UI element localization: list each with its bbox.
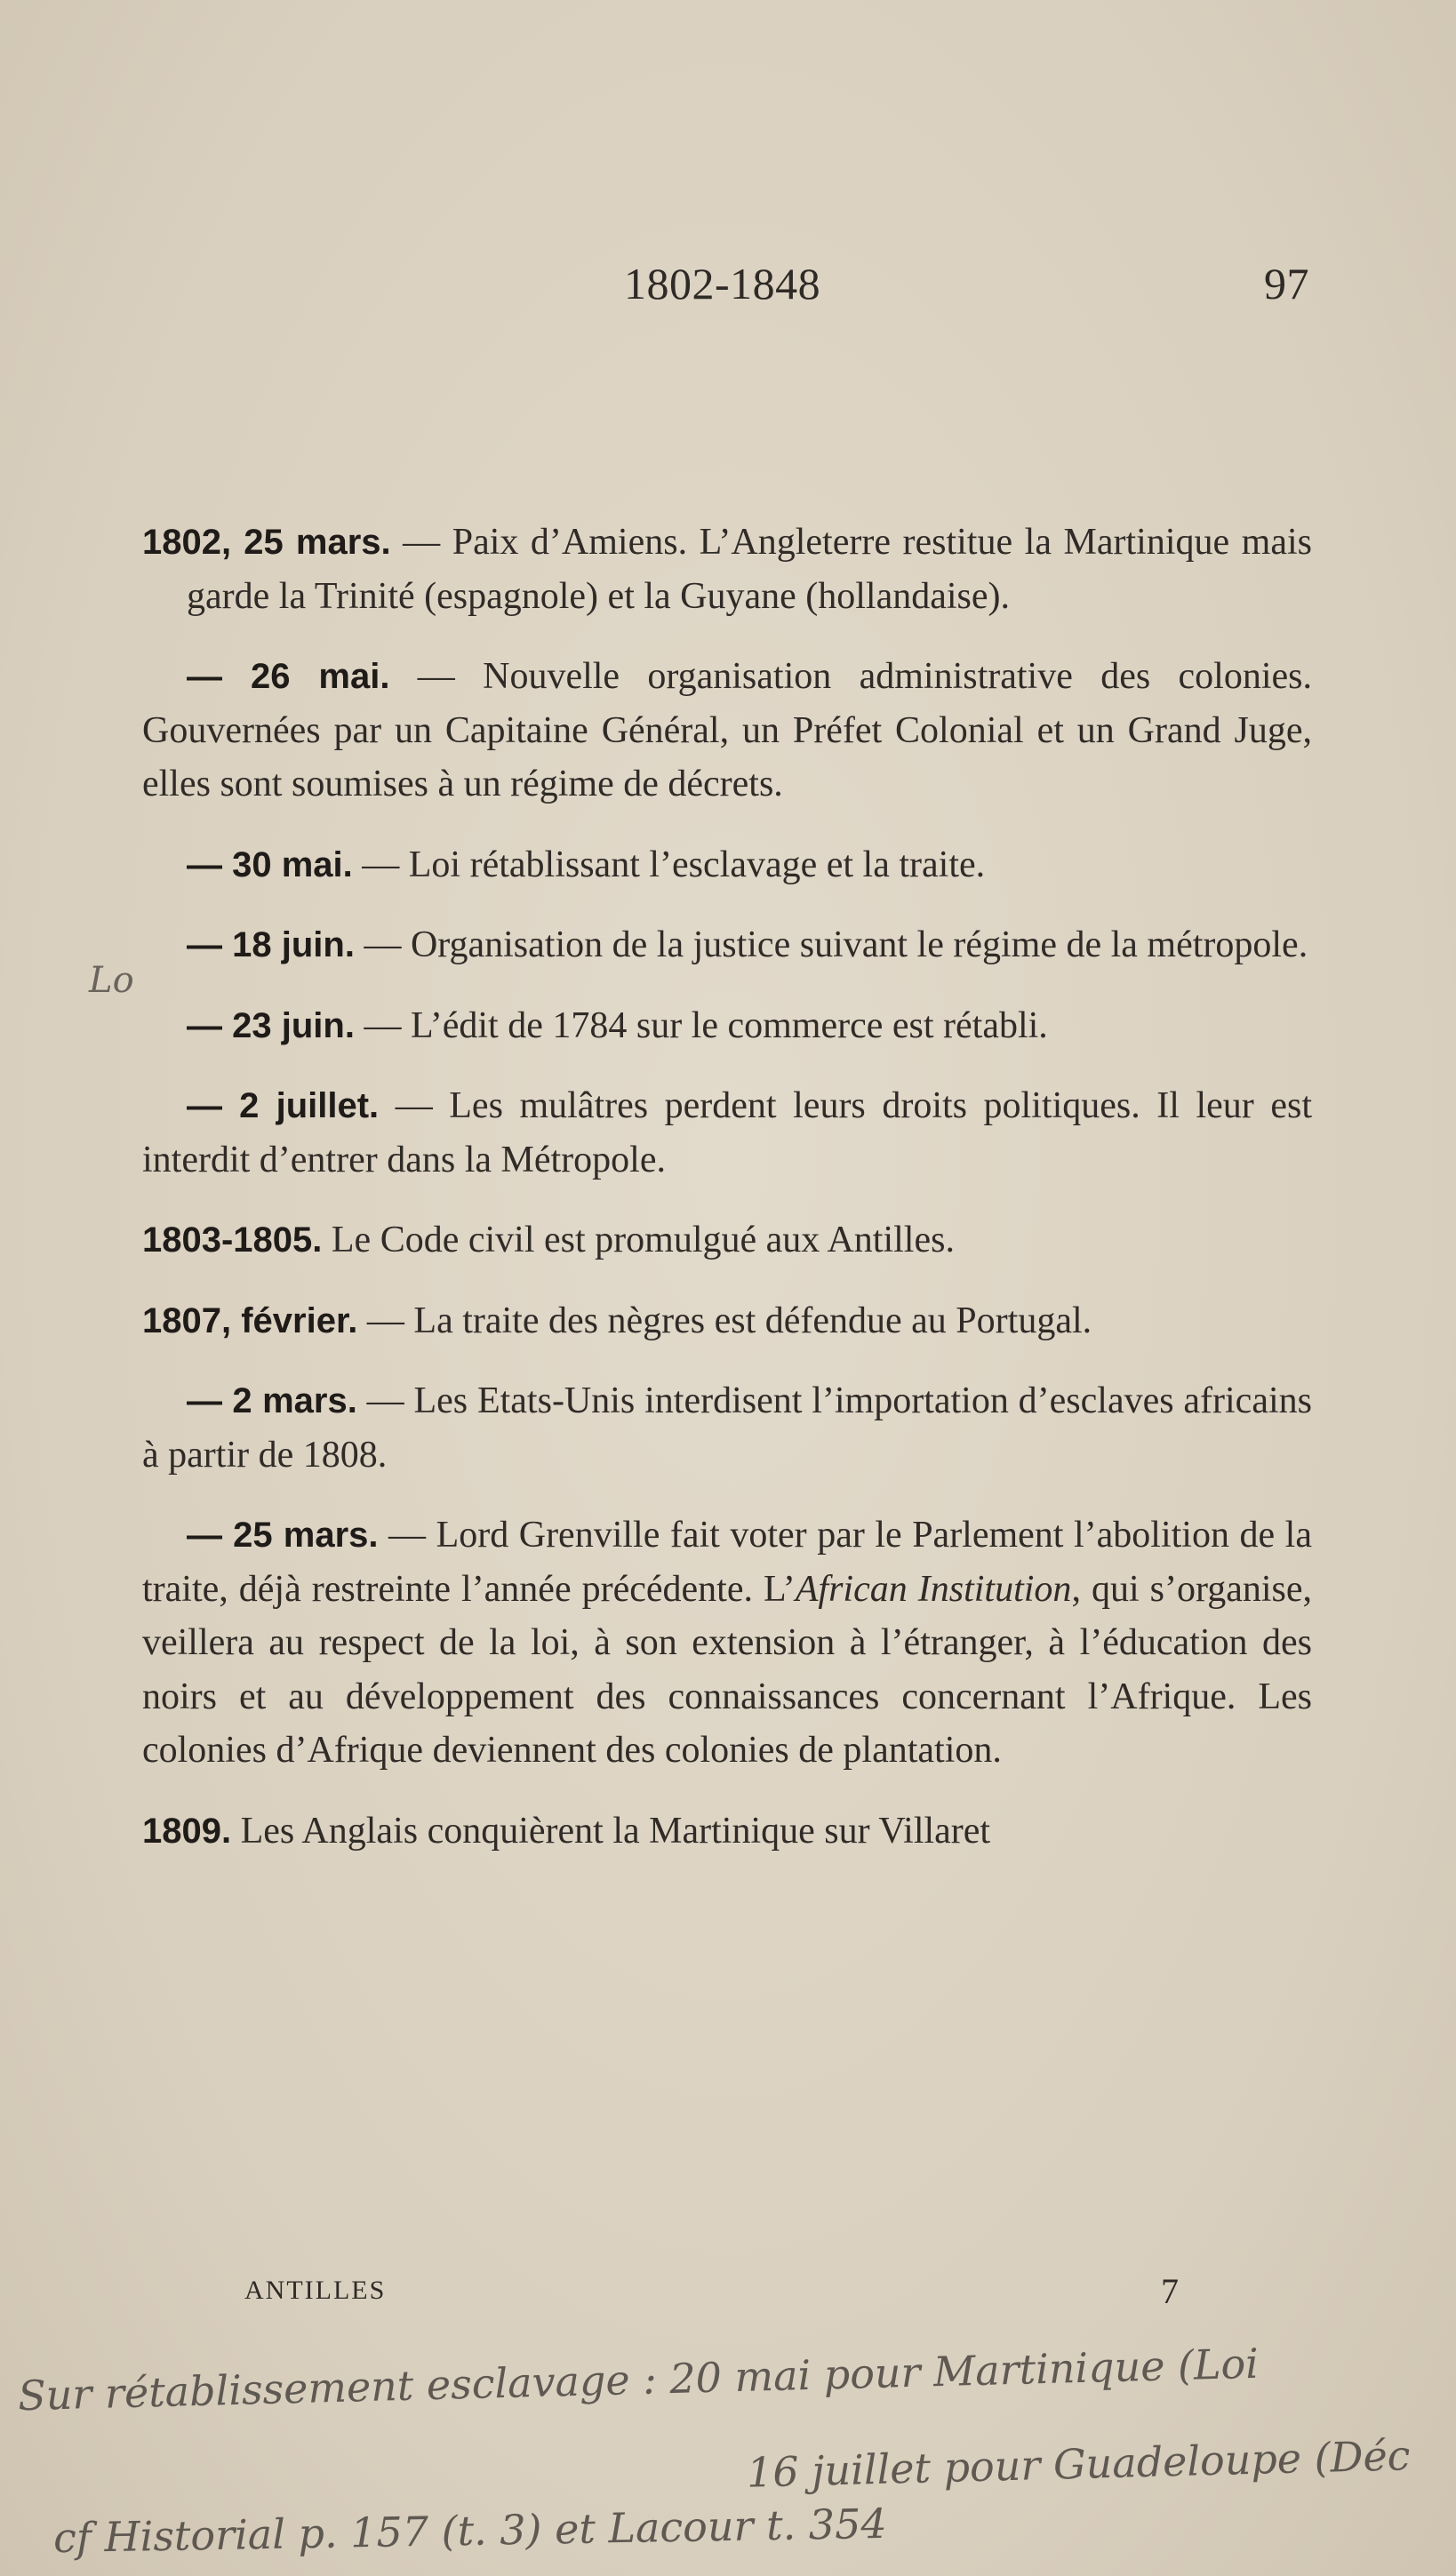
entry-italic-title: African Institution: [795, 1568, 1072, 1610]
entry-18-juin: [142, 918, 1312, 972]
entry-date: — 30 mai.: [187, 844, 353, 884]
entry-2-mars: [142, 1374, 1312, 1482]
handwritten-note-line-1: Sur rétablissement esclavage : 20 mai pour Martinique (Loi: [17, 2339, 1260, 2420]
entry-text: — Paix d’Amiens. L’Angleterre restitue la Martinique mais garde la Trinité (espagnole) et la Guyane (hollandaise).: [187, 522, 1312, 617]
entry-date: — 2 mars.: [187, 1381, 357, 1420]
entry-date: — 25 mars.: [187, 1516, 379, 1555]
entry-25-mars: [142, 1508, 1312, 1778]
entry-1807-fevrier: [142, 1294, 1312, 1348]
entry-2-juillet: [142, 1079, 1312, 1187]
signature-mark: ANTILLES: [244, 2276, 387, 2305]
entry-1809: [142, 1804, 1312, 1859]
entry-date: — 26 mai.: [187, 657, 390, 696]
page-number: 97: [1264, 259, 1309, 308]
entry-date: 1802, 25 mars.: [142, 523, 391, 562]
entry-23-juin: [142, 999, 1312, 1053]
entry-text: — Organisation de la justice suivant le régime de la métropole.: [354, 924, 1308, 965]
entry-date: — 2 juillet.: [187, 1086, 380, 1125]
margin-annotation: Lo: [89, 960, 134, 1001]
entry-1802-25-mars: [142, 516, 1312, 623]
entry-date: 1809.: [142, 1811, 232, 1851]
entry-30-mai: [142, 838, 1312, 892]
entry-1803-1805: [142, 1213, 1312, 1268]
handwritten-note-line-3: cf Historial p. 157 (t. 3) et Lacour t. 354: [52, 2499, 888, 2563]
signature-number: 7: [1161, 2271, 1180, 2311]
entry-text: — Loi rétablissant l’esclavage et la traite.: [352, 844, 986, 885]
entry-26-mai: [142, 650, 1312, 812]
entry-text: — Les mulâtres perdent leurs droits politiques. Il leur est interdit d’entrer dans la Métropole.: [142, 1085, 1312, 1180]
handwritten-note-line-2: 16 juillet pour Guadeloupe (Déc: [746, 2431, 1412, 2497]
signature-line: [0, 2271, 1456, 2320]
running-header: [0, 258, 1456, 320]
running-title: 1802-1848: [624, 259, 821, 308]
entry-date: — 18 juin.: [187, 925, 355, 964]
entry-text: , qui s’organise, veillera au respect de la loi, à son extension à l’étranger, à l’éducation des noirs et au développement des connaissances concernant l’Afrique. Les colonies d’Afrique deviennent des colonies de plantation.: [142, 1568, 1312, 1771]
chronology-text: [142, 516, 1312, 1884]
entry-text: — Lord Grenville fait voter par le Parlement l’abolition de la traite, déjà restreinte l’année précédente. L’: [142, 1515, 1312, 1610]
entry-text: — Les Etats-Unis interdisent l’importation d’esclaves africains à partir de 1808.: [142, 1380, 1312, 1476]
entry-text: Les Anglais conquièrent la Martinique sur Villaret: [231, 1810, 991, 1852]
entry-date: 1803-1805.: [142, 1220, 323, 1260]
entry-text: — Nouvelle organisation administrative des colonies. Gouvernées par un Capitaine Général, un Préfet Colonial et un Grand Juge, elles sont soumises à un régime de décrets.: [142, 656, 1312, 804]
entry-date: — 23 juin.: [187, 1005, 355, 1045]
entry-text: Le Code civil est promulgué aux Antilles.: [322, 1220, 955, 1260]
entry-text: — La traite des nègres est défendue au Portugal.: [357, 1300, 1092, 1341]
entry-date: 1807, février.: [142, 1300, 358, 1340]
entry-text: — L’édit de 1784 sur le commerce est rétabli.: [354, 1004, 1048, 1046]
